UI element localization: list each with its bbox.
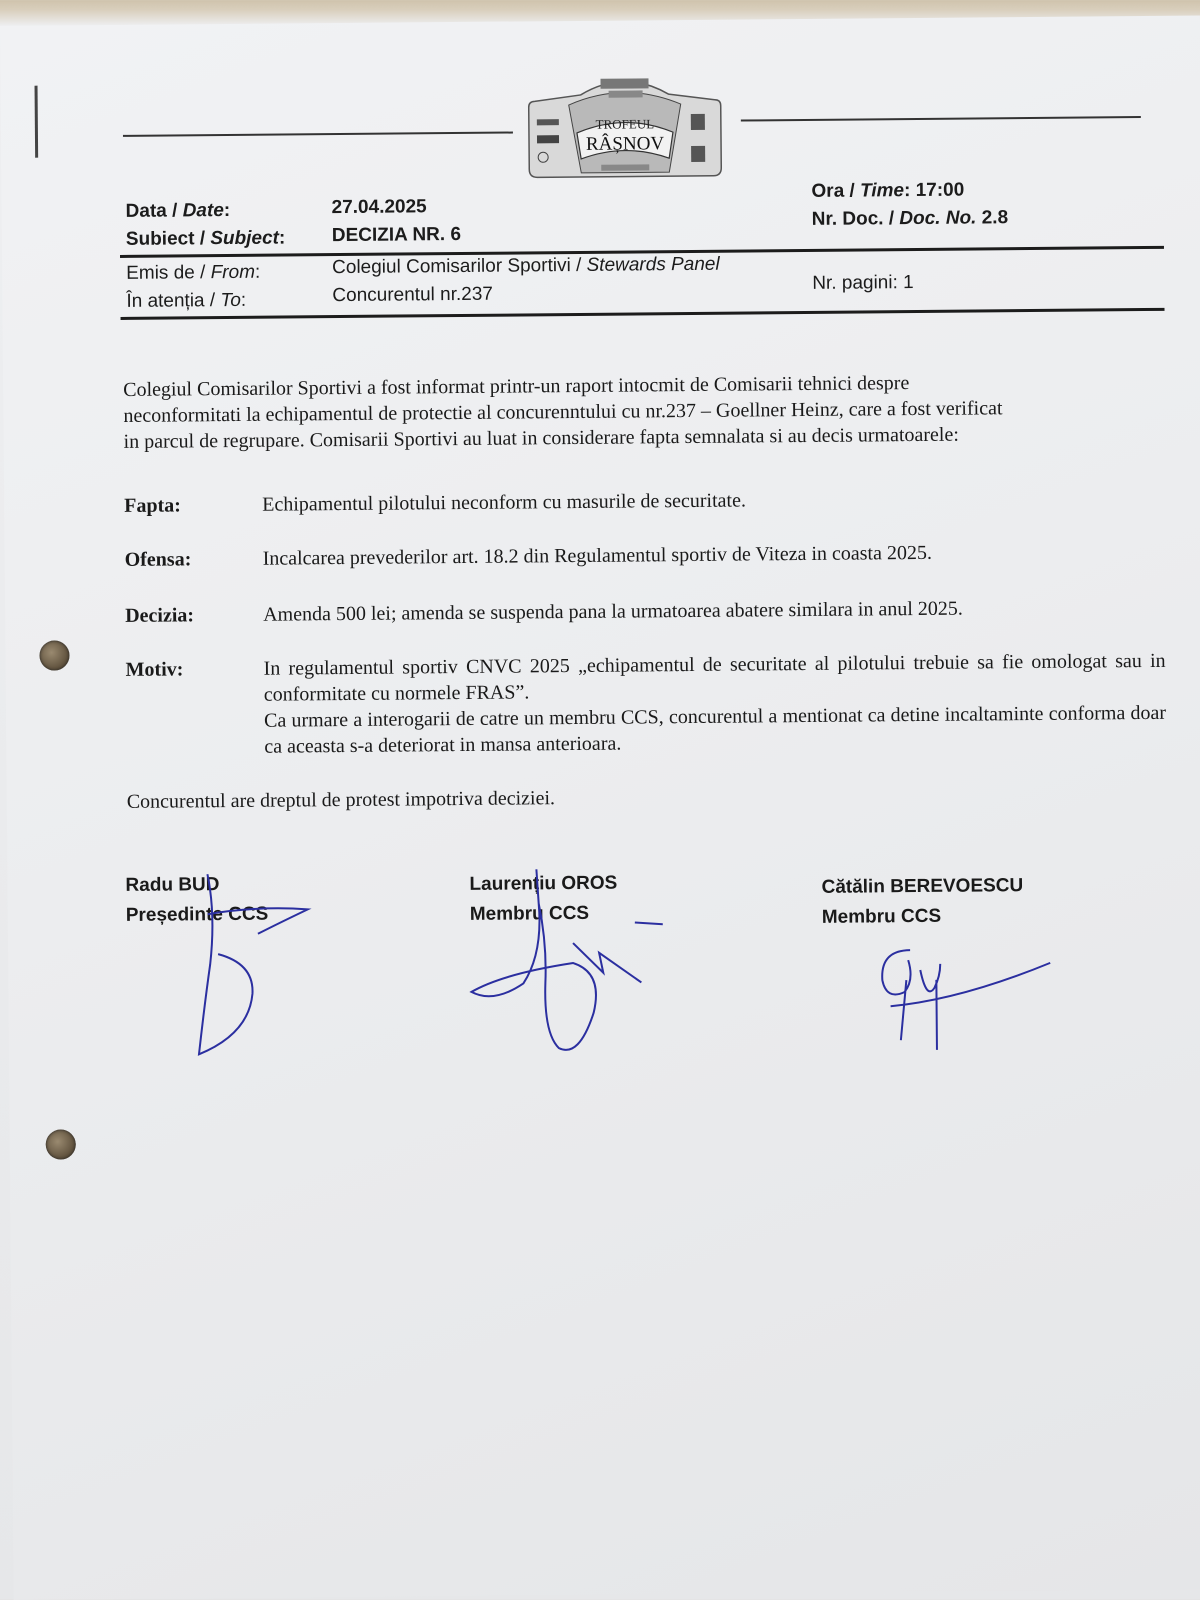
from-value: Colegiul Comisarilor Sportivi / Stewards Panel	[332, 253, 720, 279]
punch-hole	[39, 640, 69, 670]
decizia-label: Decizia:	[125, 604, 195, 627]
decizia-text: Amenda 500 lei; amenda se suspenda pana la urmatoarea abatere similara in anul 2025.	[263, 597, 963, 626]
signature-laurentiu-oros	[462, 862, 664, 1074]
fapta-label: Fapta:	[124, 494, 181, 517]
punch-hole	[46, 1129, 76, 1159]
signatory-2: Laurențiu OROS Membru CCS	[469, 872, 618, 925]
svg-text:RÂȘNOV: RÂȘNOV	[585, 133, 665, 155]
ofensa-text: Incalcarea prevederilor art. 18.2 din Regulamentul sportiv de Viteza in coasta 2025.	[262, 541, 933, 570]
subject-label: Subiect / Subject:	[125, 227, 286, 250]
ofensa-label: Ofensa:	[124, 548, 192, 571]
subject-value: DECIZIA NR. 6	[331, 223, 462, 247]
signatory-3: Cătălin BEREVOESCU Membru CCS	[821, 875, 1024, 928]
date-label: Data / Date:	[125, 199, 231, 222]
page-count: Nr. pagini: 1	[812, 272, 914, 294]
header-rule-right	[741, 116, 1141, 121]
fapta-text: Echipamentul pilotului neconform cu masurile de securitate.	[262, 489, 746, 516]
intro-paragraph: Colegiul Comisarilor Sportivi a fost informat printr-un raport intocmit de Comisarii tehnici despre neconformitati la echipamentul de protectie al concurenntului cu nr.237 – Goellner Heinz, care a fost verificat in parcul de regrupare. Comisarii Sportivi au luat in considerare fapta semnalata si au decis urmatoarele:	[123, 372, 1003, 453]
event-logo	[518, 72, 731, 186]
header-divider	[121, 308, 1165, 320]
date-value: 27.04.2025	[331, 196, 427, 219]
from-label: Emis de / From:	[126, 261, 261, 284]
page-edge-mark	[35, 86, 39, 158]
time-field: Ora / Time: 17:00	[811, 179, 965, 202]
signatory-1: Radu BUD Președinte CCS	[125, 874, 269, 926]
to-label: În atenția / To:	[126, 289, 247, 312]
to-value: Concurentul nr.237	[332, 283, 494, 307]
svg-text:TROFEUL: TROFEUL	[595, 116, 655, 132]
motiv-label: Motiv:	[125, 658, 184, 681]
signature-radu-bud	[167, 853, 329, 1074]
signature-catalin-berevoescu	[870, 939, 1061, 1061]
document-sheet	[0, 16, 1200, 1600]
header-rule-left	[123, 132, 513, 137]
doc-number-field: Nr. Doc. / Doc. No. 2.8	[811, 207, 1009, 230]
motiv-text: In regulamentul sportiv CNVC 2025 „echipamentul de securitate al pilotului trebuie sa fie omologat sau in conformitate cu normele FRAS”. Ca urmare a interogarii de catre un membru CCS, concurentul a mentionat ca detine incaltaminte conforma doar ca aceasta s-a deteriorat in mansa anterioara.	[263, 649, 1167, 758]
protest-note: Concurentul are dreptul de protest impotriva deciziei.	[126, 787, 556, 813]
